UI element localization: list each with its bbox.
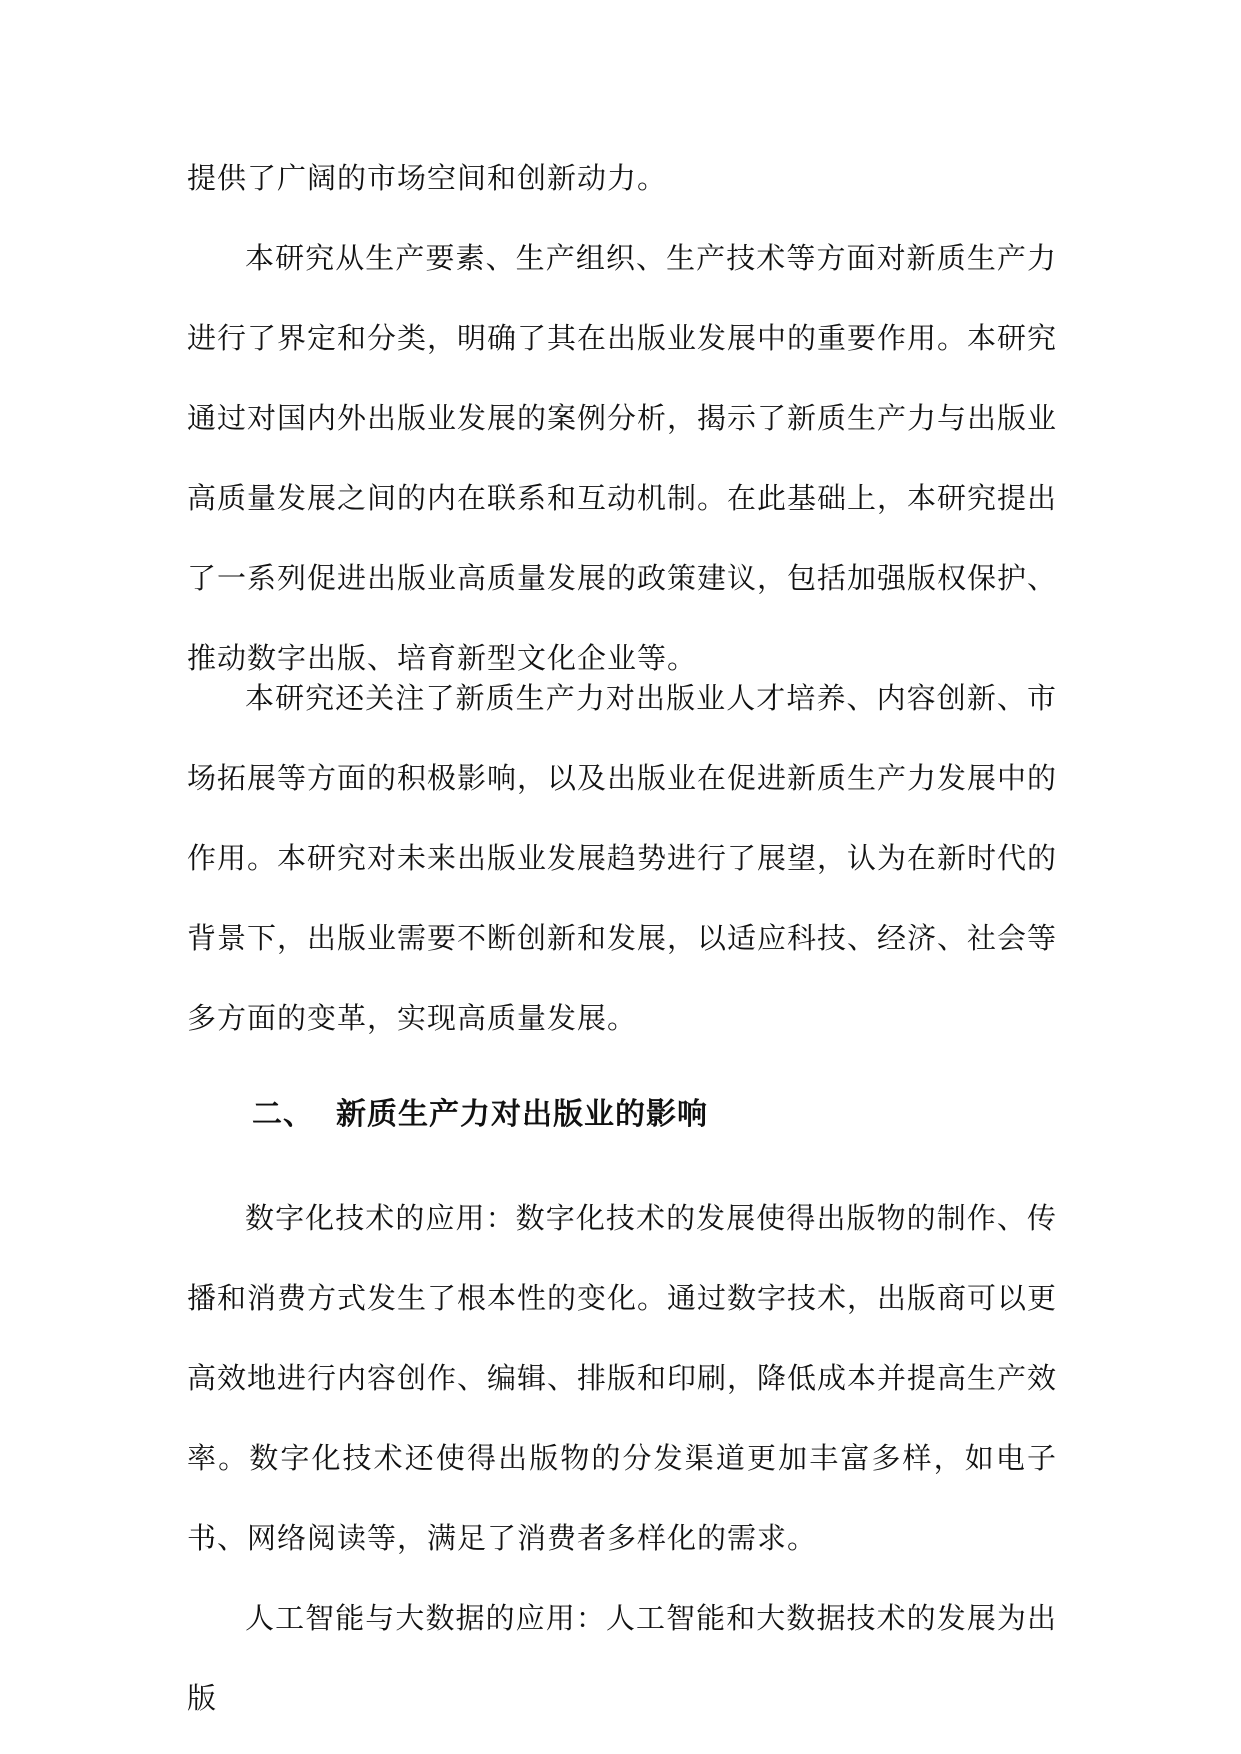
paragraph-research-definition: 本研究从生产要素、生产组织、生产技术等方面对新质生产力进行了界定和分类，明确了其在出版业发展中的重要作用。本研究通过对国内外出版业发展的案例分析，揭示了新质生产力与出版业高质量发展之间的内在联系和互动机制。在此基础上，本研究提出了一系列促进出版业高质量发展的政策建议，包括加强版权保护、推动数字出版、培育新型文化企业等。 <box>187 241 1058 675</box>
section-title: 新质生产力对出版业的影响 <box>336 1097 708 1132</box>
section-number: 二、 <box>252 1097 314 1132</box>
paragraph-ai-big-data: 人工智能与大数据的应用：人工智能和大数据技术的发展为出版 <box>187 1601 1057 1715</box>
paragraph-digital-technology: 数字化技术的应用：数字化技术的发展使得出版物的制作、传播和消费方式发生了根本性的变化。通过数字技术，出版商可以更高效地进行内容创作、编辑、排版和印刷，降低成本并提高生产效率。数字化技术还使得出版物的分发渠道更加丰富多样，如电子书、网络阅读等，满足了消费者多样化的需求。 <box>187 1201 1058 1555</box>
paragraph-research-outlook: 本研究还关注了新质生产力对出版业人才培养、内容创新、市场拓展等方面的积极影响，以及出版业在促进新质生产力发展中的作用。本研究对未来出版业发展趋势进行了展望，认为在新时代的背景下，出版业需要不断创新和发展，以适应科技、经济、社会等多方面的变革，实现高质量发展。 <box>187 681 1058 1035</box>
section-heading <box>252 1090 708 1140</box>
paragraph-continuation: 提供了广阔的市场空间和创新动力。 <box>187 161 668 195</box>
